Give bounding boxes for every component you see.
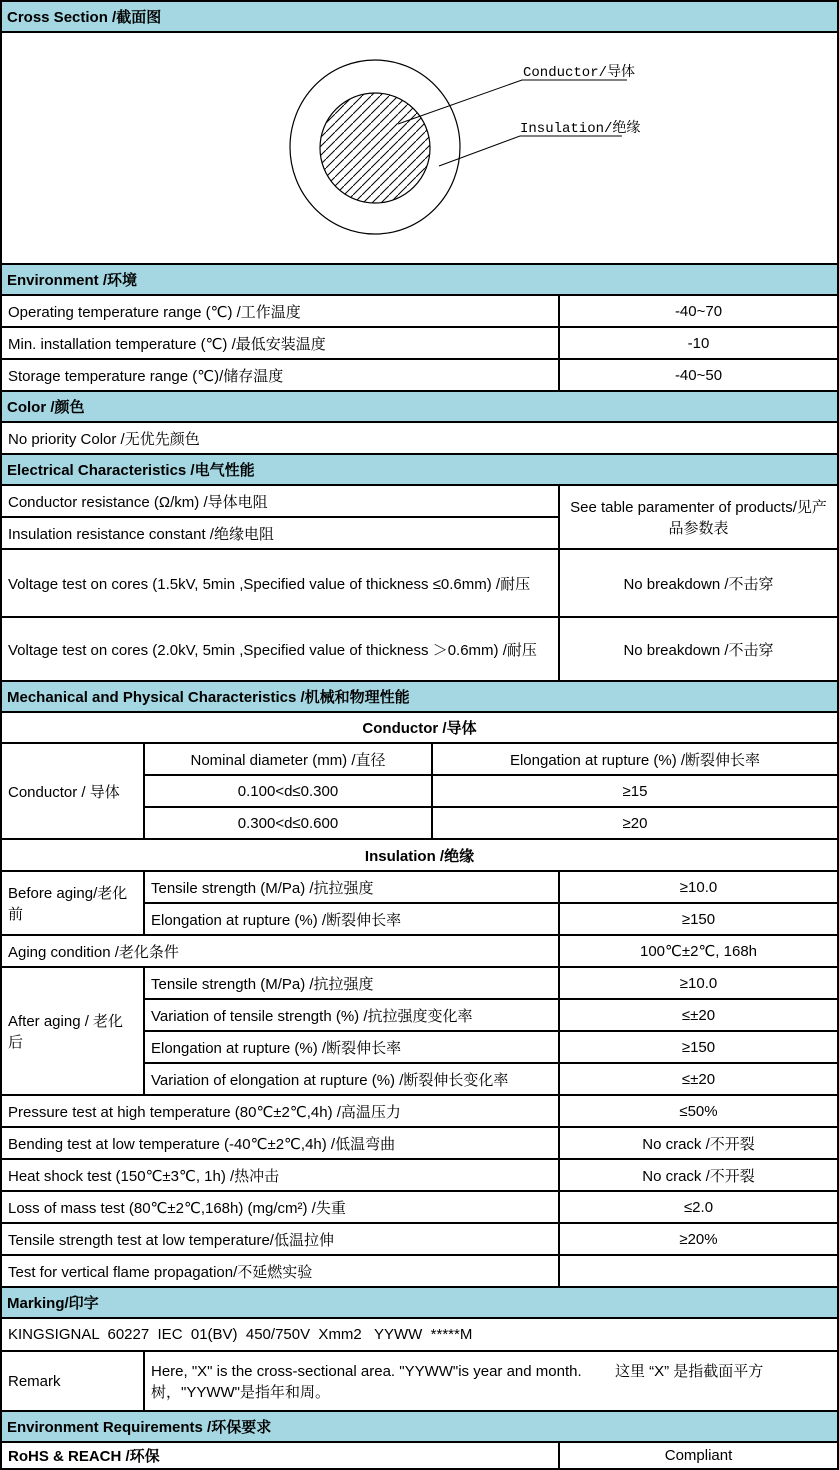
- row-value: ≤±20: [558, 1000, 837, 1030]
- row-label: Voltage test on cores (1.5kV, 5min ,Specified value of thickness ≤0.6mm) /耐压: [8, 575, 531, 593]
- row-label: Aging condition /老化条件: [8, 943, 179, 961]
- conductor-hatched-circle: [320, 93, 430, 203]
- row-label: Test for vertical flame propagation/不延燃实验: [8, 1263, 313, 1281]
- row-value: ≥10.0: [558, 872, 837, 902]
- insulation-callout-label: Insulation/绝缘: [520, 121, 641, 137]
- row-value: 100℃±2℃, 168h: [558, 936, 837, 966]
- row-label: Heat shock test (150℃±3℃, 1h) /热冲击: [8, 1167, 280, 1185]
- section-header-marking: [2, 1288, 837, 1319]
- table-row: [2, 1128, 837, 1160]
- table-row: [2, 1256, 837, 1288]
- remark-row: [2, 1352, 837, 1412]
- cross-section-title: Cross Section /截面图: [7, 9, 162, 26]
- row-value: ≤50%: [558, 1096, 837, 1126]
- row-label: Loss of mass test (80℃±2℃,168h) (mg/cm²) /失重: [8, 1199, 346, 1217]
- after-aging-label: After aging / 老化后: [2, 968, 145, 1094]
- row-label: Pressure test at high temperature (80℃±2℃,4h) /高温压力: [8, 1103, 401, 1121]
- mechanical-title: Mechanical and Physical Characteristics /机械和物理性能: [7, 689, 410, 706]
- column-header: Nominal diameter (mm) /直径: [145, 744, 433, 774]
- row-label: Variation of elongation at rupture (%) /断裂伸长变化率: [151, 1071, 509, 1089]
- conductor-subtitle-row: [2, 713, 837, 744]
- row-value: -40~50: [558, 360, 837, 390]
- color-value: No priority Color /无优先颜色: [8, 430, 200, 448]
- row-label: Storage temperature range (℃)/储存温度: [8, 367, 284, 385]
- after-aging-block: [2, 968, 837, 1096]
- row-value: No breakdown /不击穿: [558, 550, 837, 616]
- row-label: Tensile strength (M/Pa) /抗拉强度: [151, 879, 374, 897]
- marking-text: KINGSIGNAL 60227 IEC 01(BV) 450/750V Xmm2 YYWW *****M: [8, 1326, 473, 1343]
- before-aging-label: Before aging/老化前: [2, 872, 145, 934]
- conductor-subtitle: Conductor /导体: [362, 720, 477, 737]
- table-row: [2, 423, 837, 455]
- row-label: Tensile strength test at low temperature/低温拉伸: [8, 1231, 334, 1249]
- table-row: [2, 1224, 837, 1256]
- resistance-merged-value: See table paramenter of products/见产品参数表: [558, 486, 837, 548]
- section-header-environment: [2, 265, 837, 296]
- conductor-row-label: Conductor / 导体: [2, 744, 145, 838]
- table-row: [2, 618, 837, 682]
- cross-section-diagram: [2, 33, 837, 265]
- row-label: Bending test at low temperature (-40℃±2℃,4h) /低温弯曲: [8, 1135, 396, 1153]
- color-title: Color /颜色: [7, 399, 85, 416]
- table-row: [2, 1096, 837, 1128]
- rohs-row: [2, 1443, 837, 1468]
- row-value: No crack /不开裂: [558, 1128, 837, 1158]
- insulation-leader-line: [439, 136, 622, 166]
- diameter-cell: 0.300<d≤0.600: [145, 808, 433, 838]
- row-value: [558, 1256, 837, 1286]
- aging-condition-row: [2, 936, 837, 968]
- env-requirements-title: Environment Requirements /环保要求: [7, 1419, 272, 1436]
- rohs-label: RoHS & REACH /环保: [8, 1448, 160, 1465]
- section-header-electrical: [2, 455, 837, 486]
- row-value: ≤±20: [558, 1064, 837, 1094]
- row-label: Operating temperature range (℃) /工作温度: [8, 303, 301, 321]
- row-label: Insulation resistance constant /绝缘电阻: [8, 525, 274, 543]
- row-label: Min. installation temperature (℃) /最低安装温度: [8, 335, 326, 353]
- elongation-cell: ≥15: [622, 782, 648, 800]
- row-value: ≤2.0: [558, 1192, 837, 1222]
- conductor-table: [2, 744, 837, 840]
- section-header-color: [2, 392, 837, 423]
- marking-row: [2, 1319, 837, 1352]
- column-header: Elongation at rupture (%) /断裂伸长率: [509, 751, 761, 769]
- conductor-callout-label: Conductor/导体: [523, 65, 636, 81]
- table-row: [2, 1192, 837, 1224]
- electrical-title: Electrical Characteristics /电气性能: [7, 462, 255, 479]
- remark-label: Remark: [2, 1352, 145, 1410]
- table-row: [2, 360, 837, 392]
- row-value: ≥150: [558, 1032, 837, 1062]
- section-header-cross-section: [2, 2, 837, 33]
- rohs-value: Compliant: [558, 1443, 837, 1468]
- environment-title: Environment /环境: [7, 272, 138, 289]
- row-value: ≥10.0: [558, 968, 837, 998]
- remark-text: Here, "X" is the cross-sectional area. "YYWW"is year and month. 这里 “X” 是指截面平方树，"YYWW"是指年和周。: [151, 1363, 764, 1401]
- elongation-cell: ≥20: [622, 814, 648, 832]
- marking-title: Marking/印字: [7, 1295, 99, 1312]
- row-value: No breakdown /不击穿: [558, 618, 837, 680]
- row-value: No crack /不开裂: [558, 1160, 837, 1190]
- row-value: ≥20%: [558, 1224, 837, 1254]
- row-label: Elongation at rupture (%) /断裂伸长率: [151, 911, 402, 929]
- section-header-mechanical: [2, 682, 837, 713]
- cable-cross-section-svg: [2, 33, 837, 259]
- resistance-rows: [2, 486, 837, 550]
- table-row: [2, 296, 837, 328]
- diameter-cell: 0.100<d≤0.300: [145, 776, 433, 806]
- row-label: Elongation at rupture (%) /断裂伸长率: [151, 1039, 402, 1057]
- row-label: Voltage test on cores (2.0kV, 5min ,Specified value of thickness ＞0.6mm) /耐压: [8, 641, 537, 659]
- row-label: Tensile strength (M/Pa) /抗拉强度: [151, 975, 374, 993]
- row-value: ≥150: [558, 904, 837, 934]
- table-row: [2, 1160, 837, 1192]
- row-label: Conductor resistance (Ω/km) /导体电阻: [8, 493, 268, 511]
- insulation-subtitle-row: [2, 840, 837, 872]
- section-header-env-requirements: [2, 1412, 837, 1443]
- before-aging-block: [2, 872, 837, 936]
- table-row: [2, 550, 837, 618]
- table-row: [2, 328, 837, 360]
- insulation-subtitle: Insulation /绝缘: [364, 847, 475, 865]
- row-value: -40~70: [558, 296, 837, 326]
- row-value: -10: [558, 328, 837, 358]
- row-label: Variation of tensile strength (%) /抗拉强度变化率: [151, 1007, 473, 1025]
